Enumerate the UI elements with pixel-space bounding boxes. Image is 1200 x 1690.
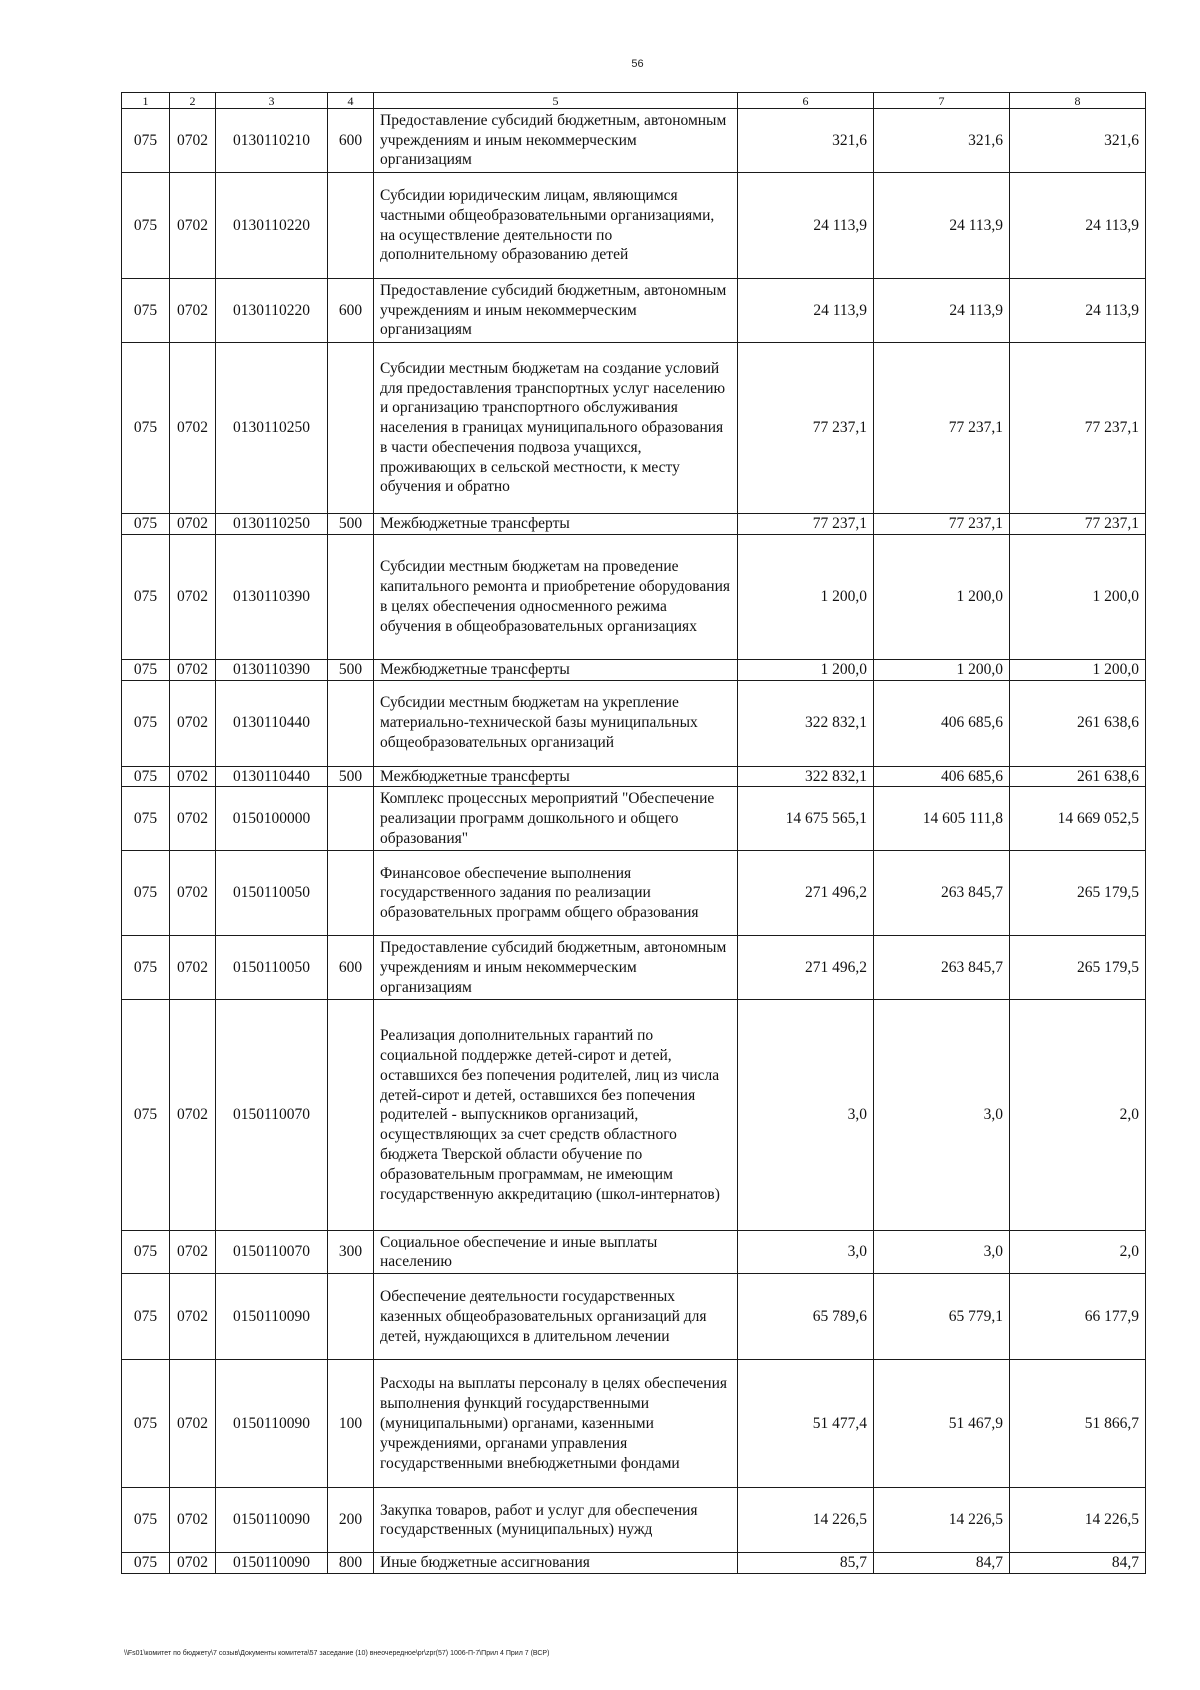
amount-col-8: 2,0 [1010, 1231, 1146, 1274]
amount-col-6: 77 237,1 [738, 514, 874, 535]
amount-col-6: 1 200,0 [738, 659, 874, 680]
amount-col-8: 66 177,9 [1010, 1274, 1146, 1360]
amount-col-7: 51 467,9 [874, 1360, 1010, 1488]
amount-col-8: 261 638,6 [1010, 766, 1146, 787]
item-description: Субсидии местным бюджетам на проведение капитального ремонта и приобретение оборудования в целях обеспечения односменного режима обучения в общеобразовательных организациях [374, 534, 738, 659]
amount-col-7: 263 845,7 [874, 851, 1010, 936]
column-header: 4 [328, 93, 374, 109]
amount-col-7: 77 237,1 [874, 343, 1010, 514]
expense-type-code: 500 [328, 514, 374, 535]
budget-allocation-table [121, 92, 1146, 1574]
table-row [122, 1000, 1146, 1231]
table-row [122, 1231, 1146, 1274]
expense-type-code [328, 851, 374, 936]
item-description: Предоставление субсидий бюджетным, автономным учреждениям и иным некоммерческим организациям [374, 279, 738, 343]
amount-col-7: 3,0 [874, 1000, 1010, 1231]
section-code: 0702 [170, 173, 216, 279]
expense-type-code [328, 1000, 374, 1231]
ministry-code: 075 [122, 1231, 170, 1274]
amount-col-7: 77 237,1 [874, 514, 1010, 535]
expense-type-code [328, 1274, 374, 1360]
ministry-code: 075 [122, 680, 170, 766]
amount-col-6: 77 237,1 [738, 343, 874, 514]
expense-type-code [328, 343, 374, 514]
table-row [122, 936, 1146, 1000]
target-article-code: 0150100000 [216, 787, 328, 851]
table-row [122, 659, 1146, 680]
item-description: Предоставление субсидий бюджетным, автономным учреждениям и иным некоммерческим организациям [374, 109, 738, 173]
amount-col-7: 14 605 111,8 [874, 787, 1010, 851]
amount-col-6: 24 113,9 [738, 279, 874, 343]
amount-col-7: 14 226,5 [874, 1488, 1010, 1553]
expense-type-code: 500 [328, 766, 374, 787]
item-description: Закупка товаров, работ и услуг для обеспечения государственных (муниципальных) нужд [374, 1488, 738, 1553]
target-article-code: 0150110090 [216, 1274, 328, 1360]
table-row [122, 109, 1146, 173]
amount-col-6: 65 789,6 [738, 1274, 874, 1360]
section-code: 0702 [170, 514, 216, 535]
amount-col-8: 51 866,7 [1010, 1360, 1146, 1488]
table-row [122, 1488, 1146, 1553]
column-header: 2 [170, 93, 216, 109]
item-description: Реализация дополнительных гарантий по социальной поддержке детей-сирот и детей, оставшихся без попечения родителей, лиц из числа детей-сирот и детей, оставшихся без попечения родителей - выпускников организаций, осуществляющих за счет средств областного бюджета Тверской области обучение по образовательным программам, не имеющим государственную аккредитацию (школ-интернатов) [374, 1000, 738, 1231]
amount-col-8: 14 226,5 [1010, 1488, 1146, 1553]
section-code: 0702 [170, 851, 216, 936]
expense-type-code: 100 [328, 1360, 374, 1488]
table-row [122, 534, 1146, 659]
ministry-code: 075 [122, 279, 170, 343]
section-code: 0702 [170, 279, 216, 343]
table-row [122, 1553, 1146, 1574]
column-header: 5 [374, 93, 738, 109]
amount-col-7: 3,0 [874, 1231, 1010, 1274]
item-description: Комплекс процессных мероприятий "Обеспечение реализации программ дошкольного и общего образования" [374, 787, 738, 851]
section-code: 0702 [170, 109, 216, 173]
amount-col-7: 406 685,6 [874, 680, 1010, 766]
amount-col-8: 14 669 052,5 [1010, 787, 1146, 851]
item-description: Расходы на выплаты персоналу в целях обеспечения выполнения функций государственными (муниципальными) органами, казенными учреждениями, органами управления государственными внебюджетными фондами [374, 1360, 738, 1488]
section-code: 0702 [170, 343, 216, 514]
column-number-header [122, 93, 1146, 109]
amount-col-8: 1 200,0 [1010, 534, 1146, 659]
expense-type-code [328, 680, 374, 766]
section-code: 0702 [170, 534, 216, 659]
amount-col-8: 265 179,5 [1010, 851, 1146, 936]
target-article-code: 0150110050 [216, 936, 328, 1000]
column-header: 8 [1010, 93, 1146, 109]
amount-col-7: 24 113,9 [874, 173, 1010, 279]
item-description: Субсидии юридическим лицам, являющимся частными общеобразовательными организациями, на осуществление деятельности по дополнительному образованию детей [374, 173, 738, 279]
ministry-code: 075 [122, 936, 170, 1000]
expense-type-code: 200 [328, 1488, 374, 1553]
section-code: 0702 [170, 936, 216, 1000]
target-article-code: 0150110090 [216, 1360, 328, 1488]
column-header: 3 [216, 93, 328, 109]
amount-col-6: 85,7 [738, 1553, 874, 1574]
ministry-code: 075 [122, 1488, 170, 1553]
item-description: Финансовое обеспечение выполнения государственного задания по реализации образовательных программ общего образования [374, 851, 738, 936]
target-article-code: 0130110440 [216, 680, 328, 766]
ministry-code: 075 [122, 787, 170, 851]
target-article-code: 0130110390 [216, 659, 328, 680]
target-article-code: 0130110440 [216, 766, 328, 787]
amount-col-7: 321,6 [874, 109, 1010, 173]
amount-col-6: 322 832,1 [738, 680, 874, 766]
amount-col-8: 1 200,0 [1010, 659, 1146, 680]
item-description: Межбюджетные трансферты [374, 766, 738, 787]
amount-col-8: 265 179,5 [1010, 936, 1146, 1000]
target-article-code: 0150110050 [216, 851, 328, 936]
section-code: 0702 [170, 680, 216, 766]
item-description: Субсидии местным бюджетам на укрепление материально-технической базы муниципальных общеобразовательных организаций [374, 680, 738, 766]
amount-col-8: 77 237,1 [1010, 343, 1146, 514]
column-header: 7 [874, 93, 1010, 109]
ministry-code: 075 [122, 1000, 170, 1231]
expense-type-code [328, 534, 374, 659]
target-article-code: 0130110220 [216, 173, 328, 279]
amount-col-6: 14 675 565,1 [738, 787, 874, 851]
amount-col-7: 1 200,0 [874, 534, 1010, 659]
amount-col-8: 24 113,9 [1010, 279, 1146, 343]
item-description: Межбюджетные трансферты [374, 659, 738, 680]
target-article-code: 0150110070 [216, 1000, 328, 1231]
item-description: Межбюджетные трансферты [374, 514, 738, 535]
amount-col-8: 261 638,6 [1010, 680, 1146, 766]
amount-col-6: 271 496,2 [738, 851, 874, 936]
amount-col-7: 24 113,9 [874, 279, 1010, 343]
table-row [122, 680, 1146, 766]
amount-col-7: 65 779,1 [874, 1274, 1010, 1360]
expense-type-code: 500 [328, 659, 374, 680]
ministry-code: 075 [122, 1274, 170, 1360]
ministry-code: 075 [122, 766, 170, 787]
section-code: 0702 [170, 1274, 216, 1360]
table-row [122, 173, 1146, 279]
ministry-code: 075 [122, 1360, 170, 1488]
item-description: Субсидии местным бюджетам на создание условий для предоставления транспортных услуг населению и организацию транспортного обслуживания населения в границах муниципального образования в части обеспечения подвоза учащихся, проживающих в сельской местности, к месту обучения и обратно [374, 343, 738, 514]
section-code: 0702 [170, 1360, 216, 1488]
amount-col-6: 24 113,9 [738, 173, 874, 279]
page-number: 56 [631, 58, 644, 70]
ministry-code: 075 [122, 343, 170, 514]
amount-col-8: 77 237,1 [1010, 514, 1146, 535]
expense-type-code: 600 [328, 936, 374, 1000]
expense-type-code: 800 [328, 1553, 374, 1574]
amount-col-6: 271 496,2 [738, 936, 874, 1000]
column-header: 6 [738, 93, 874, 109]
footer-file-path: \\Fs01\комитет по бюджету\7 созыв\Документы комитета\57 заседание (10) внеочередное\pr\zpr(57) 1006-П-7\Прил 4 Прил 7 (ВСР) [124, 1650, 550, 1657]
target-article-code: 0150110090 [216, 1553, 328, 1574]
ministry-code: 075 [122, 1553, 170, 1574]
table-row [122, 766, 1146, 787]
amount-col-8: 24 113,9 [1010, 173, 1146, 279]
amount-col-7: 84,7 [874, 1553, 1010, 1574]
amount-col-8: 2,0 [1010, 1000, 1146, 1231]
target-article-code: 0150110090 [216, 1488, 328, 1553]
amount-col-6: 1 200,0 [738, 534, 874, 659]
amount-col-6: 3,0 [738, 1000, 874, 1231]
expense-type-code: 600 [328, 279, 374, 343]
expense-type-code [328, 173, 374, 279]
ministry-code: 075 [122, 173, 170, 279]
table-row [122, 787, 1146, 851]
amount-col-6: 3,0 [738, 1231, 874, 1274]
section-code: 0702 [170, 659, 216, 680]
amount-col-6: 14 226,5 [738, 1488, 874, 1553]
amount-col-8: 321,6 [1010, 109, 1146, 173]
target-article-code: 0130110220 [216, 279, 328, 343]
item-description: Обеспечение деятельности государственных казенных общеобразовательных организаций для детей, нуждающихся в длительном лечении [374, 1274, 738, 1360]
section-code: 0702 [170, 1000, 216, 1231]
ministry-code: 075 [122, 659, 170, 680]
section-code: 0702 [170, 787, 216, 851]
amount-col-6: 51 477,4 [738, 1360, 874, 1488]
target-article-code: 0150110070 [216, 1231, 328, 1274]
target-article-code: 0130110390 [216, 534, 328, 659]
table-row [122, 279, 1146, 343]
expense-type-code [328, 787, 374, 851]
amount-col-7: 263 845,7 [874, 936, 1010, 1000]
ministry-code: 075 [122, 851, 170, 936]
table-row [122, 514, 1146, 535]
amount-col-8: 84,7 [1010, 1553, 1146, 1574]
table-row [122, 1274, 1146, 1360]
column-header: 1 [122, 93, 170, 109]
target-article-code: 0130110250 [216, 514, 328, 535]
section-code: 0702 [170, 766, 216, 787]
expense-type-code: 600 [328, 109, 374, 173]
amount-col-6: 322 832,1 [738, 766, 874, 787]
amount-col-6: 321,6 [738, 109, 874, 173]
amount-col-7: 1 200,0 [874, 659, 1010, 680]
table-row [122, 343, 1146, 514]
table-row [122, 1360, 1146, 1488]
item-description: Предоставление субсидий бюджетным, автономным учреждениям и иным некоммерческим организациям [374, 936, 738, 1000]
target-article-code: 0130110250 [216, 343, 328, 514]
item-description: Иные бюджетные ассигнования [374, 1553, 738, 1574]
target-article-code: 0130110210 [216, 109, 328, 173]
section-code: 0702 [170, 1553, 216, 1574]
ministry-code: 075 [122, 534, 170, 659]
item-description: Социальное обеспечение и иные выплаты населению [374, 1231, 738, 1274]
section-code: 0702 [170, 1231, 216, 1274]
expense-type-code: 300 [328, 1231, 374, 1274]
section-code: 0702 [170, 1488, 216, 1553]
ministry-code: 075 [122, 109, 170, 173]
table-row [122, 851, 1146, 936]
ministry-code: 075 [122, 514, 170, 535]
amount-col-7: 406 685,6 [874, 766, 1010, 787]
